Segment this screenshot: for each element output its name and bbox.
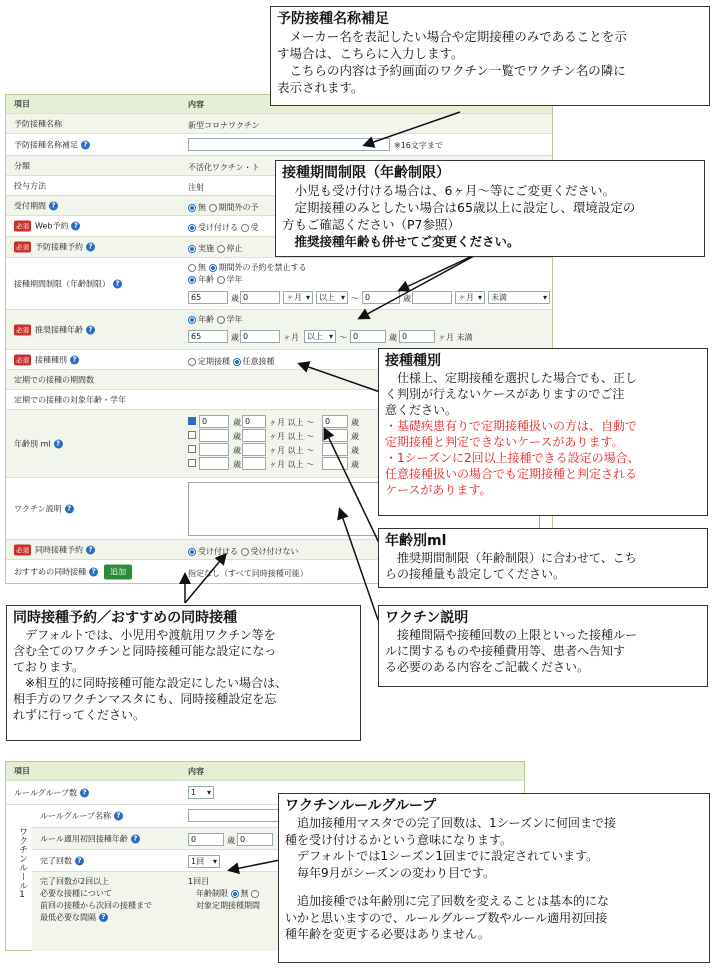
note-line: 種年齢を変更する必要はありません。 bbox=[285, 927, 490, 941]
note-line: らの接種量も設定してください。 bbox=[385, 567, 566, 581]
add-button[interactable]: 追加 bbox=[104, 564, 132, 579]
radio-label: 年齢 bbox=[198, 275, 214, 284]
table-header bbox=[6, 762, 524, 780]
dose-to-year[interactable]: 0 bbox=[322, 415, 348, 428]
label-regular-target: 定期での接種の対象年齢・学年 bbox=[14, 395, 126, 404]
unit-kagetsu-miman: ヶ月 未満 bbox=[438, 333, 473, 342]
note-warning: ・基礎疾患有りで定期接種扱いの方は、自動で bbox=[385, 419, 638, 433]
note-line: 追加接種用マスタでの完了回数は、1シーズンに何回まで接 bbox=[285, 816, 617, 830]
note-description bbox=[378, 605, 708, 687]
note-line: く判別が行えないケースがありますのでご注 bbox=[385, 387, 625, 401]
interval-dose-1: 1回目 bbox=[188, 877, 210, 886]
help-icon[interactable]: ? bbox=[86, 325, 95, 334]
value-rec-concurrent: 指定なし（すべて同時接種可能） bbox=[188, 569, 308, 578]
note-line: 仕様上、定期接種を選択した場合でも、正し bbox=[385, 371, 638, 385]
age-limit-ijo-select[interactable]: 以上 ▾ bbox=[316, 291, 348, 304]
label-description: ワクチン説明 bbox=[14, 504, 62, 513]
row-age-limit bbox=[6, 257, 552, 309]
note-warning: 定期接種と判定できないケースがあります。 bbox=[385, 435, 624, 449]
help-icon[interactable]: ? bbox=[89, 567, 98, 576]
unit-sai: 歳 bbox=[233, 460, 241, 469]
dose-checkbox[interactable] bbox=[188, 445, 196, 453]
note-rule-group bbox=[278, 793, 710, 963]
radio-period-none[interactable] bbox=[188, 204, 196, 212]
help-icon[interactable]: ? bbox=[75, 856, 84, 865]
dose-from-year[interactable] bbox=[199, 443, 229, 456]
note-line: ルに関するものや接種費用等、患者へ告知す bbox=[385, 644, 626, 658]
radio-type-optional[interactable] bbox=[233, 358, 241, 366]
interval-line-2: 必要な接種について bbox=[40, 889, 112, 898]
radio-label: 年齢 bbox=[198, 315, 214, 324]
note-line: 小児も受け付ける場合は、6ヶ月〜等にご変更ください。 bbox=[282, 183, 615, 198]
label-concurrent: 同時接種予約 bbox=[35, 545, 83, 554]
help-icon[interactable]: ? bbox=[65, 504, 74, 513]
radio-label: 期間外の予約を禁止する bbox=[218, 263, 307, 272]
radio-label: 停止 bbox=[226, 244, 243, 253]
unit-sai: 歳 bbox=[389, 333, 397, 342]
note-title: 年齢別ml bbox=[385, 533, 447, 549]
label-dose: 年齢別 ml bbox=[14, 439, 51, 448]
note-line: 推奨期間制限（年齢制限）に合わせて、こち bbox=[385, 551, 637, 565]
dose-checkbox[interactable] bbox=[188, 459, 196, 467]
label-recommended-age: 推奨接種年齢 bbox=[35, 325, 83, 334]
note-line: ております。 bbox=[13, 660, 85, 674]
age-limit-to-year[interactable]: 0 bbox=[362, 291, 400, 304]
row-vaccine-name bbox=[6, 113, 552, 133]
row-recommended-age bbox=[6, 309, 552, 349]
note-dose-by-age bbox=[378, 528, 708, 588]
note-line: 方もご確認ください（P7参照） bbox=[282, 217, 460, 232]
required-badge: 必須 bbox=[16, 546, 29, 554]
radio-label: 受け付ける bbox=[198, 223, 238, 232]
note-line: 表示されます。 bbox=[277, 80, 364, 95]
help-icon[interactable]: ? bbox=[54, 439, 63, 448]
first-age-month[interactable]: 0 bbox=[237, 833, 273, 846]
dose-from-month[interactable] bbox=[242, 429, 266, 442]
age-limit-miman-select[interactable]: 未満 ▾ bbox=[488, 291, 550, 304]
radio-reservation-off[interactable] bbox=[217, 245, 225, 253]
note-line: る必要のある内容をご記載ください。 bbox=[385, 660, 590, 674]
label-period: 受付期間 bbox=[14, 201, 46, 210]
radio-rec-age[interactable] bbox=[188, 316, 196, 324]
unit-sai: 歳 bbox=[231, 333, 239, 342]
note-name-supplement bbox=[270, 6, 710, 106]
rec-age-to-year[interactable]: 0 bbox=[350, 330, 386, 343]
tilde: 〜 bbox=[351, 294, 359, 303]
dose-to-year[interactable] bbox=[322, 429, 348, 442]
note-warning: ケースがあります。 bbox=[385, 483, 492, 497]
dose-to-year[interactable] bbox=[322, 457, 348, 470]
header-content: 内容 bbox=[188, 767, 204, 776]
label-method: 投与方法 bbox=[14, 181, 46, 190]
radio-label: 無 bbox=[198, 263, 206, 272]
help-icon[interactable]: ? bbox=[131, 834, 140, 843]
rec-age-from-month[interactable]: 0 bbox=[240, 330, 280, 343]
radio-age-limit-none[interactable] bbox=[188, 264, 196, 272]
rec-age-to-month[interactable]: 0 bbox=[399, 330, 435, 343]
radio-label: 無 bbox=[198, 203, 206, 212]
header-item: 項目 bbox=[14, 99, 30, 109]
dose-from-year[interactable] bbox=[199, 429, 229, 442]
unit-sai: 歳 bbox=[403, 294, 411, 303]
help-icon[interactable]: ? bbox=[99, 913, 108, 922]
label-category: 分類 bbox=[14, 161, 30, 170]
label-reservation: 予防接種予約 bbox=[35, 242, 83, 252]
note-line: デフォルトでは1シーズン1回までに設定されています。 bbox=[285, 849, 599, 863]
note-title: 接種種別 bbox=[385, 353, 441, 369]
label-age-limit: 接種期間制限（年齢制限） bbox=[14, 279, 110, 288]
label-type: 接種種別 bbox=[35, 355, 67, 364]
note-title: 同時接種予約／おすすめの同時接種 bbox=[13, 610, 238, 626]
required-badge: 必須 bbox=[16, 356, 29, 364]
note-title: 接種期間制限（年齢制限） bbox=[282, 165, 450, 181]
interval-line-3: 前回の接種から次回の接種まで bbox=[40, 901, 152, 910]
rec-age-ijo-select[interactable]: 以上 ▾ bbox=[304, 330, 336, 343]
interval-age-limit: 年齢制限 bbox=[196, 889, 228, 898]
note-warning: 任意接種扱いの場合でも定期接種と判定される bbox=[385, 467, 638, 481]
rule-side-label: ワクチンルール1 bbox=[17, 827, 27, 900]
note-line: 含む全てのワクチンと同時接種可能な設定になっ bbox=[13, 644, 277, 658]
unit-kagetsu: ヶ月 以上 〜 bbox=[269, 460, 315, 469]
note-line: こちらの内容は予約画面のワクチン一覧でワクチン名の隣に bbox=[277, 63, 626, 78]
radio-interval-none[interactable] bbox=[231, 890, 239, 898]
dose-checkbox[interactable] bbox=[188, 417, 196, 425]
age-limit-from-year[interactable]: 65 bbox=[188, 291, 228, 304]
dose-to-year[interactable] bbox=[322, 443, 348, 456]
header-content: 内容 bbox=[188, 100, 204, 109]
name-supplement-input[interactable] bbox=[188, 138, 390, 151]
help-icon[interactable]: ? bbox=[71, 222, 80, 231]
help-icon[interactable]: ? bbox=[86, 545, 95, 554]
tilde: 〜 bbox=[339, 333, 347, 342]
header-item: 項目 bbox=[14, 766, 30, 776]
dose-from-month[interactable] bbox=[242, 443, 266, 456]
unit-sai: 歳 bbox=[233, 418, 241, 427]
label-rec-concurrent: おすすめの同時接種 bbox=[14, 567, 87, 576]
note-age-limit bbox=[275, 160, 705, 257]
interval-line-1: 完了回数が2回以上 bbox=[40, 877, 110, 886]
radio-label: 期間外の予 bbox=[218, 203, 259, 212]
age-limit-month-select-2[interactable]: ヶ月 ▾ bbox=[455, 291, 485, 304]
note-line: ※相互的に同時接種可能な設定にしたい場合は、 bbox=[13, 676, 288, 690]
radio-label: 無 bbox=[240, 889, 249, 898]
dose-checkbox[interactable] bbox=[188, 431, 196, 439]
unit-sai: 歳 bbox=[351, 432, 359, 441]
radio-rec-grade[interactable] bbox=[217, 316, 225, 324]
help-icon[interactable]: ? bbox=[49, 201, 58, 210]
note-line: いかと思いますので、ルールグループ数やルール適用初回接 bbox=[285, 910, 608, 925]
label-vaccine-name: 予防接種名称 bbox=[14, 119, 62, 128]
unit-kagetsu-ijo: ヶ月 以上 〜 bbox=[269, 418, 315, 427]
unit-sai: 歳 bbox=[233, 446, 241, 455]
age-limit-from-month[interactable]: 0 bbox=[240, 291, 280, 304]
value-vaccine-name: 新型コロナワクチン bbox=[188, 121, 260, 130]
label-regular-period: 定期での接種の期間数 bbox=[14, 375, 94, 384]
help-icon[interactable]: ? bbox=[114, 812, 123, 821]
unit-kagetsu: ヶ月 以上 〜 bbox=[269, 446, 315, 455]
help-icon[interactable]: ? bbox=[86, 243, 95, 252]
label-rule-group-count: ルールグループ数 bbox=[14, 788, 78, 797]
radio-period-outside[interactable] bbox=[209, 204, 217, 212]
help-icon[interactable]: ? bbox=[113, 279, 122, 288]
value-category: 不活化ワクチン・ト bbox=[188, 163, 260, 172]
radio-label: 受け付ける bbox=[198, 547, 238, 556]
unit-kagetsu: ヶ月 以上 〜 bbox=[269, 432, 315, 441]
note-line: 定期接種のみとしたい場合は65歳以上に設定し、環境設定の bbox=[282, 200, 636, 215]
radio-age-limit-grade[interactable] bbox=[217, 276, 225, 284]
radio-label: 任意接種 bbox=[242, 357, 275, 366]
name-supplement-hint: ※16文字まで bbox=[394, 141, 443, 150]
note-line: デフォルトでは、小児用や渡航用ワクチン等を bbox=[13, 628, 276, 642]
radio-reservation-on[interactable] bbox=[188, 245, 196, 253]
label-first-age: ルール適用初回接種年齢 bbox=[40, 834, 128, 843]
row-name-supplement bbox=[6, 133, 552, 155]
note-line: 毎年9月がシーズンの変わり目です。 bbox=[285, 865, 496, 880]
radio-age-limit-age[interactable] bbox=[188, 276, 196, 284]
radio-interval-other[interactable] bbox=[251, 890, 259, 898]
age-limit-to-month[interactable] bbox=[412, 291, 452, 304]
radio-age-limit-ban[interactable] bbox=[209, 264, 217, 272]
note-line: 接種間隔や接種回数の上限といった接種ルー bbox=[385, 628, 638, 642]
required-badge: 必須 bbox=[16, 243, 29, 252]
unit-sai: 歳 bbox=[351, 418, 359, 427]
required-badge: 必須 bbox=[16, 222, 29, 231]
radio-label: 学年 bbox=[226, 275, 243, 284]
radio-concurrent-accept[interactable] bbox=[188, 548, 196, 556]
radio-label: 受け付けない bbox=[250, 547, 299, 556]
help-icon[interactable]: ? bbox=[81, 140, 90, 149]
radio-concurrent-reject[interactable] bbox=[241, 548, 249, 556]
note-line: す場合は、こちらに入力します。 bbox=[277, 46, 464, 61]
dose-from-month[interactable]: 0 bbox=[242, 415, 266, 428]
label-group-name: ルールグループ名称 bbox=[40, 811, 112, 821]
value-method: 注射 bbox=[188, 183, 204, 192]
unit-sai: 歳 bbox=[227, 836, 235, 845]
complete-count-select[interactable]: 1回 ▾ bbox=[188, 855, 220, 868]
age-limit-month-select[interactable]: ヶ月 ▾ bbox=[283, 291, 313, 304]
unit-sai: 歳 bbox=[233, 432, 241, 441]
unit-kagetsu: ヶ月 bbox=[283, 333, 299, 342]
rec-age-from-year[interactable]: 65 bbox=[188, 330, 228, 343]
note-line: 推奨接種年齢も併せてご変更ください。 bbox=[282, 234, 520, 249]
unit-sai: 歳 bbox=[351, 460, 359, 469]
help-icon[interactable]: ? bbox=[70, 355, 79, 364]
interval-line-4: 最低必要な間隔 bbox=[40, 913, 96, 922]
note-vaccine-type bbox=[378, 348, 708, 516]
radio-label: 学年 bbox=[226, 315, 243, 324]
note-title: ワクチン説明 bbox=[385, 610, 469, 626]
note-line bbox=[285, 881, 703, 893]
radio-label: 実施 bbox=[198, 244, 214, 253]
help-icon[interactable]: ? bbox=[80, 788, 89, 797]
note-line: メーカー名を表記したい場合や定期接種のみであることを示 bbox=[277, 29, 627, 44]
interval-target-period: 対象定期接種期間 bbox=[196, 901, 260, 910]
label-complete-count: 完了回数 bbox=[40, 856, 72, 865]
required-badge: 必須 bbox=[16, 326, 29, 334]
dose-from-year[interactable] bbox=[199, 457, 229, 470]
dose-from-month[interactable] bbox=[242, 457, 266, 470]
note-line: 意ください。 bbox=[385, 403, 458, 417]
note-title: 予防接種名称補足 bbox=[277, 11, 389, 27]
note-line: 種を受け付けるかという意味になります。 bbox=[285, 832, 513, 847]
unit-sai: 歳 bbox=[231, 294, 239, 303]
note-line: 相手方のワクチンマスタにも、同時接種設定を忘 bbox=[13, 692, 277, 706]
note-concurrent bbox=[6, 605, 361, 741]
note-line: れずに行ってください。 bbox=[13, 708, 146, 722]
radio-label: 定期接種 bbox=[198, 357, 230, 366]
label-name-supplement: 予防接種名称補足 bbox=[14, 140, 78, 149]
first-age-year[interactable]: 0 bbox=[188, 833, 224, 846]
radio-type-regular[interactable] bbox=[188, 358, 196, 366]
note-warning: ・1シーズンに2回以上接種できる設定の場合、 bbox=[385, 451, 640, 465]
radio-web-accept[interactable] bbox=[188, 224, 196, 232]
note-title: ワクチンルールグループ bbox=[285, 798, 437, 814]
rule-group-count-select[interactable]: 1 ▾ bbox=[188, 786, 214, 799]
dose-from-year[interactable]: 0 bbox=[199, 415, 229, 428]
radio-label: 受 bbox=[250, 223, 259, 232]
note-line: 追加接種では年齢別に完了回数を変えることは基本的にな bbox=[285, 894, 610, 908]
radio-web-reject[interactable] bbox=[241, 224, 249, 232]
label-web: Web予約 bbox=[35, 221, 69, 231]
unit-sai: 歳 bbox=[351, 446, 359, 455]
